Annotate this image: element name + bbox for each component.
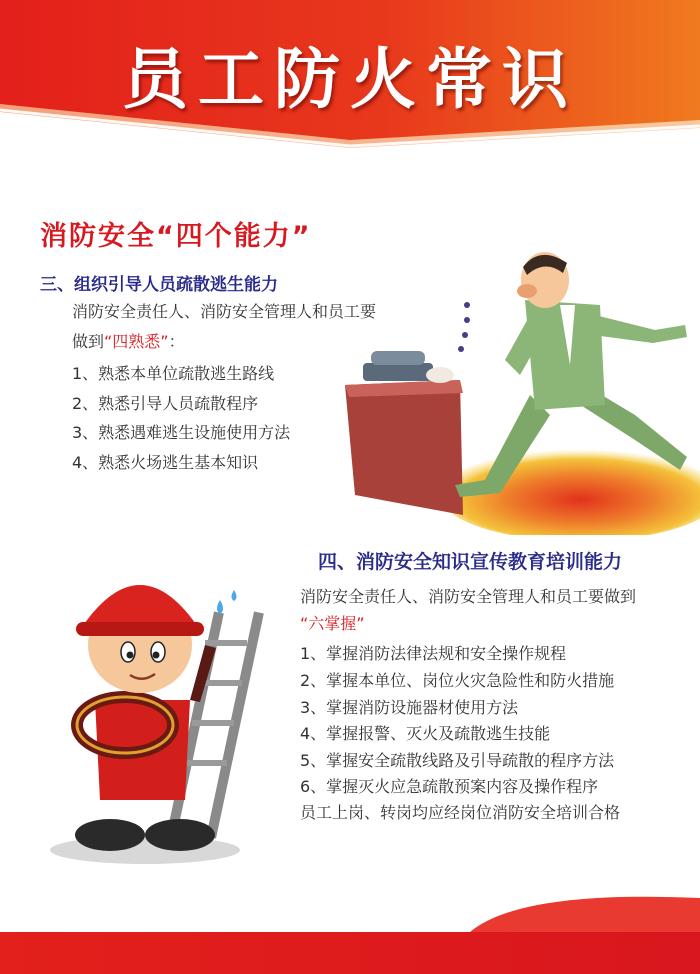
list-item: 4、熟悉火场逃生基本知识 [72, 453, 259, 472]
list-item: 3、掌握消防设施器材使用方法 [300, 698, 519, 717]
part3-intro-prefix: 做到 [72, 332, 105, 351]
section-heading: 消防安全“四个能力” [40, 221, 312, 252]
page-title: 员工防火常识 [122, 41, 578, 118]
list-item: 1、熟悉本单位疏散逃生路线 [72, 364, 275, 383]
list-item: 5、掌握安全疏散线路及引导疏散的程序方法 [300, 751, 615, 770]
firefighter-kid-illustration [40, 550, 280, 870]
part3-intro-suffix: ： [168, 332, 185, 351]
list-item: 3、熟悉遇难逃生设施使用方法 [72, 423, 291, 442]
footer-wave [0, 890, 700, 974]
part3-intro-line1: 消防安全责任人、消防安全管理人和员工要 [72, 302, 377, 321]
part4-highlight: “六掌握” [300, 614, 365, 633]
part3-intro-line2 [72, 330, 185, 354]
part4-closing: 员工上岗、转岗均应经岗位消防安全培训合格 [300, 803, 621, 822]
part3-highlight: “四熟悉” [104, 332, 169, 351]
list-item: 6、掌握灭火应急疏散预案内容及操作程序 [300, 777, 599, 796]
list-item: 4、掌握报警、灭火及疏散逃生技能 [300, 724, 551, 743]
list-item: 2、熟悉引导人员疏散程序 [72, 394, 259, 413]
part4-heading: 四、消防安全知识宣传教育培训能力 [318, 551, 623, 573]
list-item: 1、掌握消防法律法规和安全操作规程 [300, 644, 567, 663]
header-banner [0, 0, 700, 165]
fleeing-man-illustration [335, 245, 700, 535]
part4-intro-line1: 消防安全责任人、消防安全管理人和员工要做到 [300, 587, 637, 606]
part3-heading: 三、组织引导人员疏散逃生能力 [40, 275, 278, 295]
list-item: 2、掌握本单位、岗位火灾急险性和防火措施 [300, 671, 615, 690]
